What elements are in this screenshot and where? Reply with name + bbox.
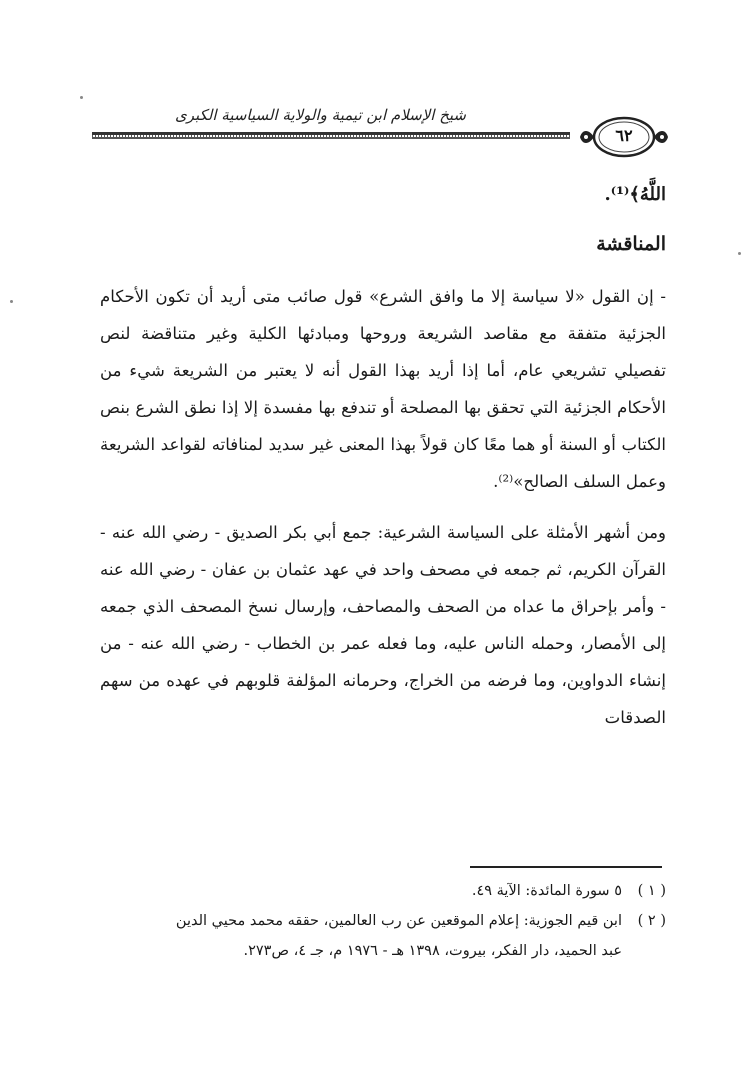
footnote-2-continuation: عبد الحميد، دار الفكر، بيروت، ١٣٩٨ هـ - ١٩٧٦ م، جـ ٤، ص٢٧٣.: [243, 943, 622, 959]
scan-speck: [80, 96, 83, 99]
footnote-2: [96, 906, 666, 936]
footnote-divider: [470, 866, 662, 868]
paragraph-1: - إن القول «لا سياسة إلا ما وافق الشرع» قول صائب متى أريد أن تكون الأحكام الجزئية متفقة مع مقاصد الشريعة وروحها ومبادئها الكلية وغير متناقضة لنص تفصيلي تشريعي عام، أما إذا أريد بهذا القول أنه لا يعتبر من الشريعة شيء من الأحكام الجزئية التي تحقق بها المصلحة أو تندفع بها مفسدة إلا إذا نطق الشرع بنص الكتاب أو السنة أو هما معًا كان قولاً بهذا المعنى غير سديد لمنافاته لقواعد الشريعة وعمل السلف الصالح»⁽²⁾.: [100, 287, 666, 491]
footnote-text: ابن قيم الجوزية: إعلام الموقعين عن رب العالمين، حققه محمد محيي الدين: [175, 913, 622, 929]
header-rule: [92, 132, 570, 139]
footnote-number: ( ٢ ): [637, 913, 666, 929]
scan-speck: [738, 252, 741, 255]
footnote-text: ٥ سورة المائدة: الآية ٤٩.: [471, 883, 622, 899]
page-number-ornament: [578, 114, 670, 160]
page-header: [92, 104, 672, 154]
page-number: ٦٢: [615, 126, 633, 145]
running-title: شيخ الإسلام ابن تيمية والولاية السياسية الكبرى: [174, 106, 466, 124]
verse-ending: اللَّهُ﴾⁽¹⁾.: [604, 184, 666, 205]
section-heading: المناقشة: [596, 233, 666, 255]
scan-speck: [10, 300, 13, 303]
paragraph-2: ومن أشهر الأمثلة على السياسة الشرعية: جمع أبي بكر الصديق - رضي الله عنه - القرآن الكريم، ثم جمعه في مصحف واحد في عهد عثمان بن عفان - رضي الله عنه - وأمر بإحراق ما عداه من الصحف والمصاحف، وإرسال نسخ المصحف الذي جمعه إلى الأمصار، وحمله الناس عليه، وما فعله عمر بن الخطاب - رضي الله عنه - من إنشاء الدواوين، وما فرضه من الخراج، وحرمانه المؤلفة قلوبهم في عهده من سهم الصدقات: [100, 523, 666, 727]
footnote-1: [96, 876, 666, 906]
page-body: [100, 178, 666, 736]
footnotes: [96, 876, 666, 966]
footnote-number: ( ١ ): [637, 883, 666, 899]
